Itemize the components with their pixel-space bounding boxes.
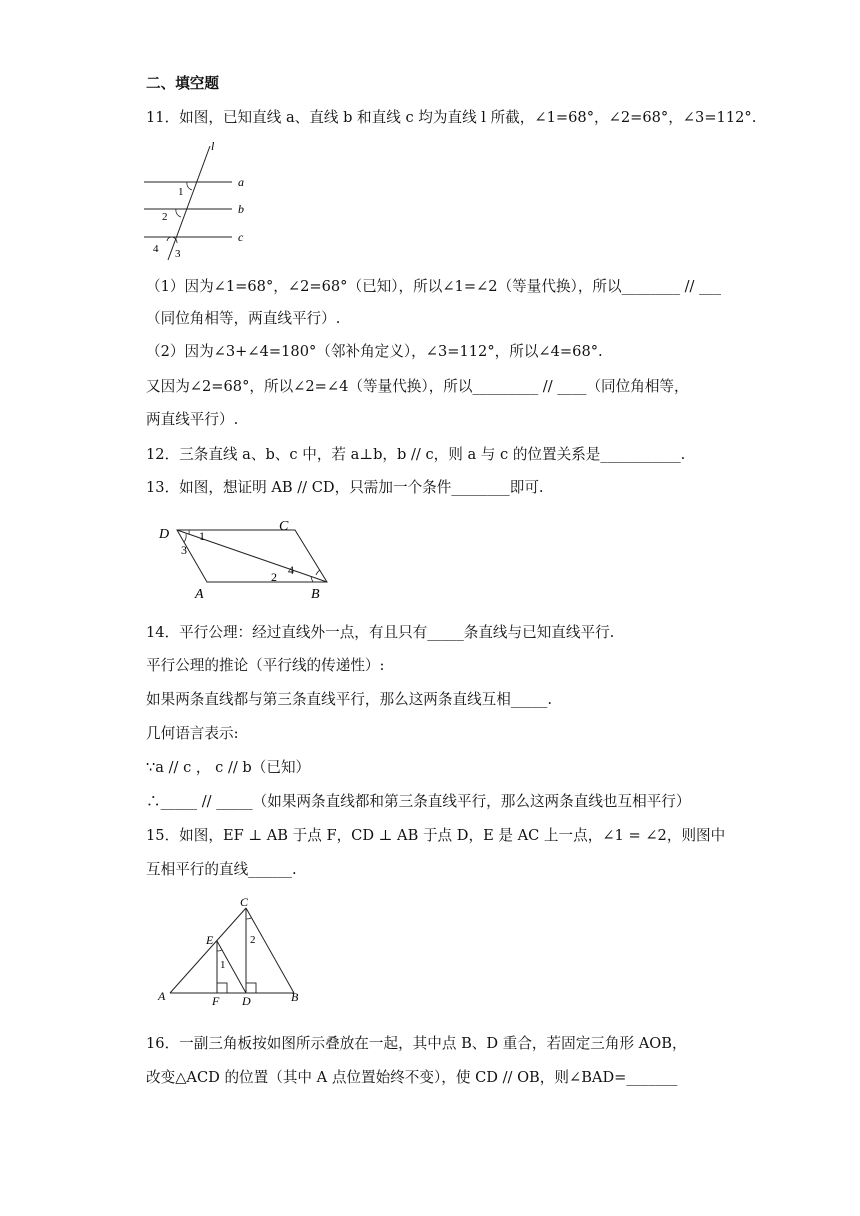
q11-angle-3: 3 [175, 248, 181, 260]
q13-stem: 13．如图，想证明 AB // CD，只需加一个条件________即可. [146, 479, 544, 496]
q15-angle-2: 2 [250, 934, 256, 946]
q11-figure [140, 140, 260, 262]
q13-angle-4: 4 [288, 563, 294, 577]
section-title: 二、填空题 [146, 75, 219, 92]
q11-label-a: a [238, 175, 244, 189]
q12-stem: 12．三条直线 a、b、c 中，若 a⊥b，b // c，则 a 与 c 的位置关系是___________. [146, 446, 686, 463]
q13-label-B: B [311, 587, 320, 602]
q14-line4: 几何语言表示: [146, 725, 239, 742]
q11-angle-2: 2 [162, 211, 168, 223]
q15-label-E: E [206, 933, 214, 947]
q13-angle-1: 1 [199, 529, 205, 543]
q11-label-l: l [211, 140, 215, 153]
q15-line1: 15．如图，EF ⊥ AB 于点 F，CD ⊥ AB 于点 D，E 是 AC 上一点，∠1 = ∠2，则图中 [146, 827, 726, 844]
q13-angle-2: 2 [271, 570, 277, 584]
q11-angle-1: 1 [178, 186, 184, 198]
q11-part2-line1: （2）因为∠3+∠4=180°（邻补角定义），∠3=112°，所以∠4=68°. [146, 343, 603, 360]
q16-line1: 16．一副三角板按如图所示叠放在一起，其中点 B、D 重合，若固定三角形 AOB， [146, 1035, 687, 1052]
q13-label-C: C [279, 519, 289, 534]
q15-label-C: C [240, 896, 249, 909]
q15-label-A: A [158, 989, 166, 1003]
q11-angle-4: 4 [153, 243, 159, 255]
q13-label-D: D [159, 527, 170, 542]
q11-part2-line2: 又因为∠2=68°，所以∠2=∠4（等量代换），所以_________ // ____（同位角相等， [146, 378, 689, 395]
q14-line1: 14．平行公理：经过直线外一点，有且只有_____条直线与已知直线平行. [146, 624, 615, 641]
q11-label-c: c [238, 230, 244, 244]
q11-stem: 11．如图，已知直线 a、直线 b 和直线 c 均为直线 l 所截，∠1=68°，∠2=68°，∠3=112°. [146, 109, 757, 126]
q15-angle-1: 1 [220, 959, 226, 971]
q13-label-A: A [195, 587, 204, 602]
q11-part1-line1: （1）因为∠1=68°，∠2=68°（已知），所以∠1=∠2（等量代换），所以________ // ___ [146, 278, 722, 295]
q13-angle-3: 3 [181, 543, 187, 557]
q15-label-B: B [291, 990, 299, 1004]
q15-line2: 互相平行的直线______. [146, 861, 297, 878]
q13-figure [155, 516, 335, 602]
q14-line3: 如果两条直线都与第三条直线平行，那么这两条直线互相_____. [146, 691, 552, 708]
q14-line5: ∵a // c ， c // b（已知） [146, 759, 311, 776]
q11-part1-line2: （同位角相等，两直线平行）. [146, 310, 341, 327]
q16-line2: 改变△ACD 的位置（其中 A 点位置始终不变），使 CD // OB，则∠BAD=_______ [146, 1069, 678, 1086]
q14-line2: 平行公理的推论（平行线的传递性）: [146, 657, 385, 674]
q14-line6: ∴_____ // _____（如果两条直线都和第三条直线平行，那么这两条直线也互相平行） [146, 793, 691, 810]
q15-label-F: F [212, 994, 220, 1008]
q11-label-b: b [238, 202, 244, 216]
q11-part2-line3: 两直线平行）. [146, 411, 239, 428]
q15-label-D: D [242, 994, 251, 1008]
q15-figure [150, 896, 310, 1010]
